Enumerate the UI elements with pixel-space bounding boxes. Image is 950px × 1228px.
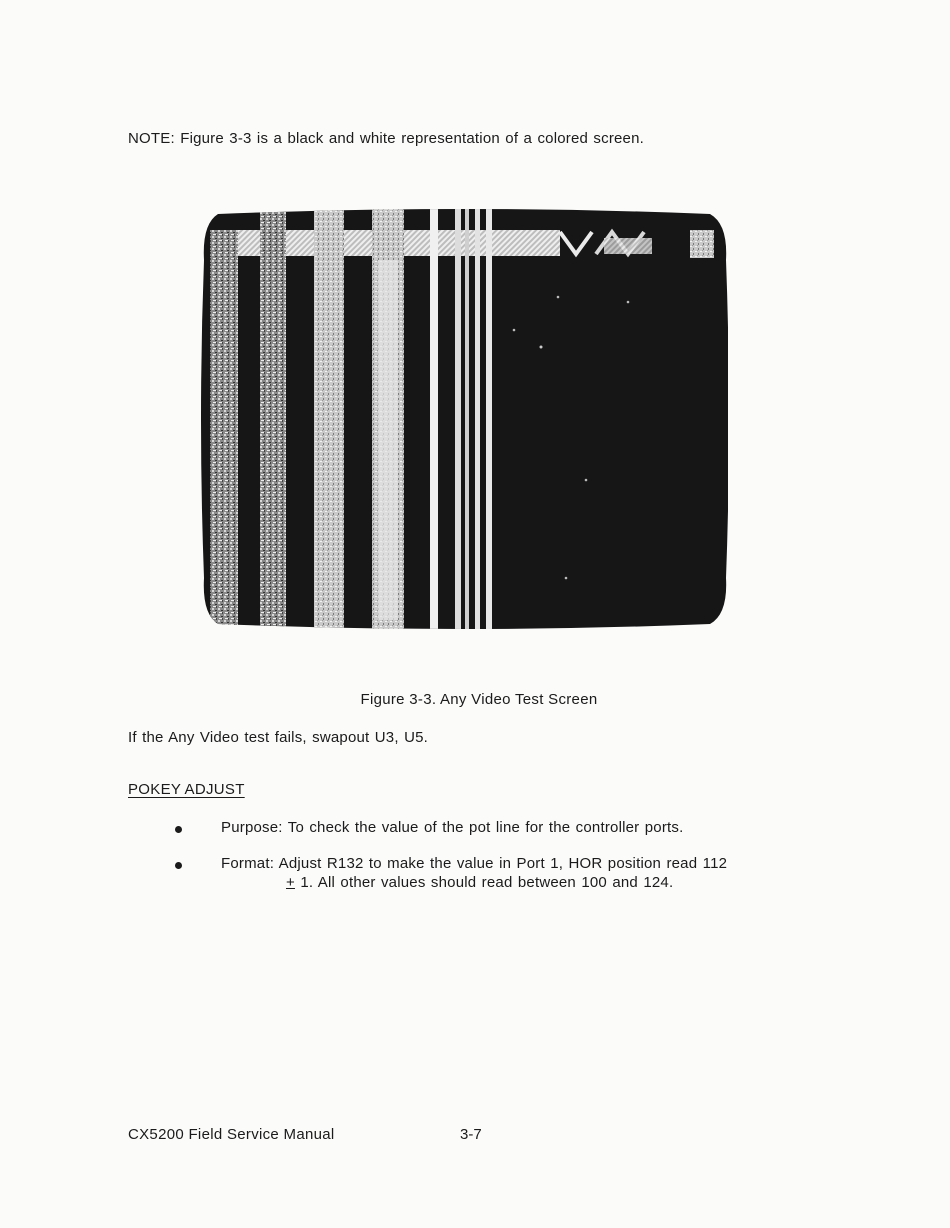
item-continuation xyxy=(221,873,850,892)
test-failure-instruction: If the Any Video test fails, swapout U3, U5. xyxy=(128,729,429,746)
footer-manual-title: CX5200 Field Service Manual xyxy=(128,1126,335,1143)
section-heading: POKEY ADJUST xyxy=(128,781,245,798)
pokey-adjust-list xyxy=(170,818,850,909)
list-item-purpose xyxy=(170,818,850,837)
figure-note: NOTE: Figure 3-3 is a black and white representation of a colored screen. xyxy=(128,130,645,147)
list-item-format xyxy=(170,854,850,892)
figure-caption: Figure 3-3. Any Video Test Screen xyxy=(360,691,598,708)
any-video-test-screen-photo xyxy=(200,200,728,638)
bullet-icon xyxy=(175,862,182,869)
item-label: Format: xyxy=(221,855,275,872)
plus-minus-symbol: + xyxy=(286,874,295,891)
page-number: 3-7 xyxy=(460,1126,482,1143)
item-text: Adjust R132 to make the value in Port 1, HOR position read 112 xyxy=(278,855,728,872)
bullet-icon xyxy=(175,826,182,833)
item-text: To check the value of the pot line for the controller ports. xyxy=(287,819,684,836)
continuation-text: 1. All other values should read between 100 and 124. xyxy=(294,874,674,891)
item-label: Purpose: xyxy=(221,819,283,836)
